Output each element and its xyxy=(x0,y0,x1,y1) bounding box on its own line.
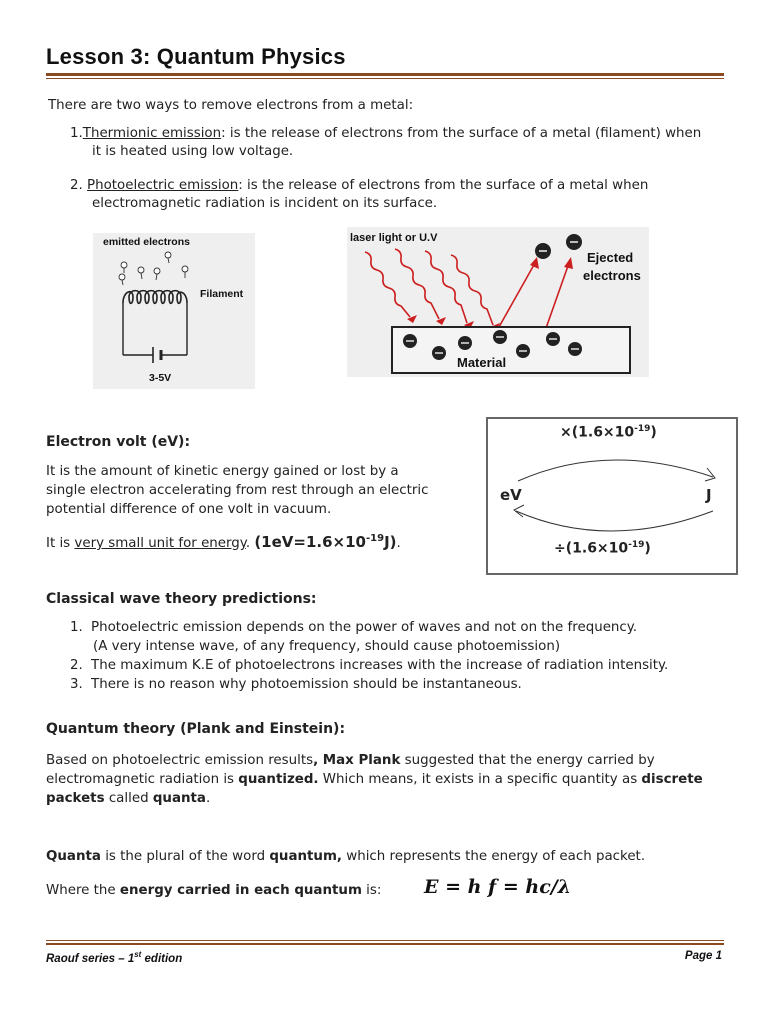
method-number: 1. xyxy=(70,126,83,141)
electron-volt-heading: Electron volt (eV): xyxy=(46,434,191,450)
quanta-word: Quanta xyxy=(46,849,101,864)
footer-series-end: edition xyxy=(141,952,183,965)
footer-rule-thick xyxy=(46,943,724,945)
multiply-factor-exponent: -19 xyxy=(634,424,651,434)
ev-equation-dot: . xyxy=(396,536,401,551)
multiply-factor-main: ×(1.6×10 xyxy=(560,424,635,441)
material-label: Material xyxy=(457,355,507,370)
footer-series xyxy=(46,950,182,965)
photoelectric-effect-figure xyxy=(347,227,649,377)
q3-part: is: xyxy=(361,883,382,898)
discrete-term: discrete xyxy=(641,772,703,787)
ev-line-2: single electron accelerating from rest through an electric xyxy=(46,483,429,498)
ev-equation-exponent: -19 xyxy=(366,533,385,544)
classical-item-3 xyxy=(70,675,668,694)
method-term: Photoelectric emission xyxy=(87,178,239,193)
q1-part: suggested that the energy carried by xyxy=(400,753,655,768)
classical-item-1 xyxy=(70,618,668,637)
emitted-electrons-label: emitted electrons xyxy=(103,236,190,248)
q1-part: Based on photoelectric emission results xyxy=(46,753,314,768)
ev-joule-conversion-box xyxy=(486,417,738,575)
classical-list xyxy=(70,618,668,694)
classical-item-text: The maximum K.E of photoelectrons increases with the increase of radiation intensity. xyxy=(91,658,669,673)
unit-ev: eV xyxy=(500,486,522,504)
title-rule xyxy=(46,73,724,76)
ev-equation xyxy=(254,533,396,551)
classical-item-text: There is no reason why photoemission should be instantaneous. xyxy=(91,677,522,692)
page-number: Page 1 xyxy=(684,950,722,962)
ejected-label-line2: electrons xyxy=(583,268,641,283)
divide-factor-exponent: -19 xyxy=(628,540,645,550)
max-plank: , Max Plank xyxy=(313,753,401,768)
method-thermionic xyxy=(70,125,730,161)
divide-factor-end: ) xyxy=(644,540,651,557)
quantum-paragraph-2 xyxy=(46,848,645,866)
multiply-factor xyxy=(560,424,657,441)
q1-part: . xyxy=(205,791,211,806)
footer-rule xyxy=(46,940,724,941)
quantum-word: quantum, xyxy=(269,849,343,864)
material-block xyxy=(392,327,630,373)
packets-term: packets xyxy=(46,791,105,806)
voltage-label: 3-5V xyxy=(149,372,172,384)
method-term: Thermionic emission xyxy=(82,126,222,141)
method-definition-line2: electromagnetic radiation is incident on its surface. xyxy=(92,196,438,211)
ev-small-dot: . xyxy=(245,536,255,551)
method-definition-line2: it is heated using low voltage. xyxy=(92,144,294,159)
title-rule-thin xyxy=(46,78,724,79)
classical-item-text: Photoelectric emission depends on the power of waves and not on the frequency. xyxy=(91,620,638,635)
method-number: 2. xyxy=(70,178,83,193)
ev-equation-main: (1eV=1.6×10 xyxy=(254,533,366,551)
ev-line-1: It is the amount of kinetic energy gained or lost by a xyxy=(46,464,399,479)
ev-small-prefix: It is xyxy=(46,536,75,551)
ejected-label-line1: Ejected xyxy=(587,250,634,265)
q2-part: which represents the energy of each packet. xyxy=(342,849,646,864)
divide-factor-main: ÷(1.6×10 xyxy=(554,540,629,557)
ev-small-underlined: very small unit for energy xyxy=(74,536,246,551)
thermionic-emission-figure xyxy=(93,233,255,389)
electron-volt-definition xyxy=(46,462,428,519)
quantum-paragraph-1 xyxy=(46,751,736,808)
ev-equation-end: J) xyxy=(384,533,397,551)
quantum-paragraph-3 xyxy=(46,882,381,900)
classical-item-2 xyxy=(70,656,668,675)
classical-item-number: 1. xyxy=(70,620,83,635)
footer-series-main: Raouf series – 1 xyxy=(46,952,135,965)
q1-part: Which means, it exists in a specific quantity as xyxy=(318,772,642,787)
unit-joule: J xyxy=(706,486,712,504)
intro-text: There are two ways to remove electrons from a metal: xyxy=(48,98,414,113)
page-title: Lesson 3: Quantum Physics xyxy=(46,44,346,69)
classical-item-number: 2. xyxy=(70,658,83,673)
method-photoelectric xyxy=(70,177,730,213)
light-label: laser light or U.V xyxy=(350,232,438,244)
ev-small-unit-line xyxy=(46,530,401,553)
footer-series-sup: st xyxy=(134,950,142,959)
method-definition: : is the release of electrons from the surface of a metal when xyxy=(238,178,649,193)
quanta-term: quanta xyxy=(152,791,206,806)
quantum-heading: Quantum theory (Plank and Einstein): xyxy=(46,721,346,737)
filament-label: Filament xyxy=(200,288,244,300)
q1-part: electromagnetic radiation is xyxy=(46,772,239,787)
q3-part: Where the xyxy=(46,883,120,898)
quantized-term: quantized. xyxy=(238,772,319,787)
classical-item-1-sub: (A very intense wave, of any frequency, should cause photoemission) xyxy=(93,639,561,654)
method-definition: : is the release of electrons from the surface of a metal (filament) when xyxy=(221,126,702,141)
q2-part: is the plural of the word xyxy=(100,849,270,864)
ev-line-3: potential difference of one volt in vacuum. xyxy=(46,502,332,517)
planck-equation: E = h f = hc/λ xyxy=(424,876,572,898)
multiply-factor-end: ) xyxy=(650,424,657,441)
q1-part: called xyxy=(104,791,153,806)
classical-heading: Classical wave theory predictions: xyxy=(46,591,317,607)
classical-item-number: 3. xyxy=(70,677,83,692)
divide-factor xyxy=(554,540,651,557)
energy-per-quantum: energy carried in each quantum xyxy=(119,883,362,898)
